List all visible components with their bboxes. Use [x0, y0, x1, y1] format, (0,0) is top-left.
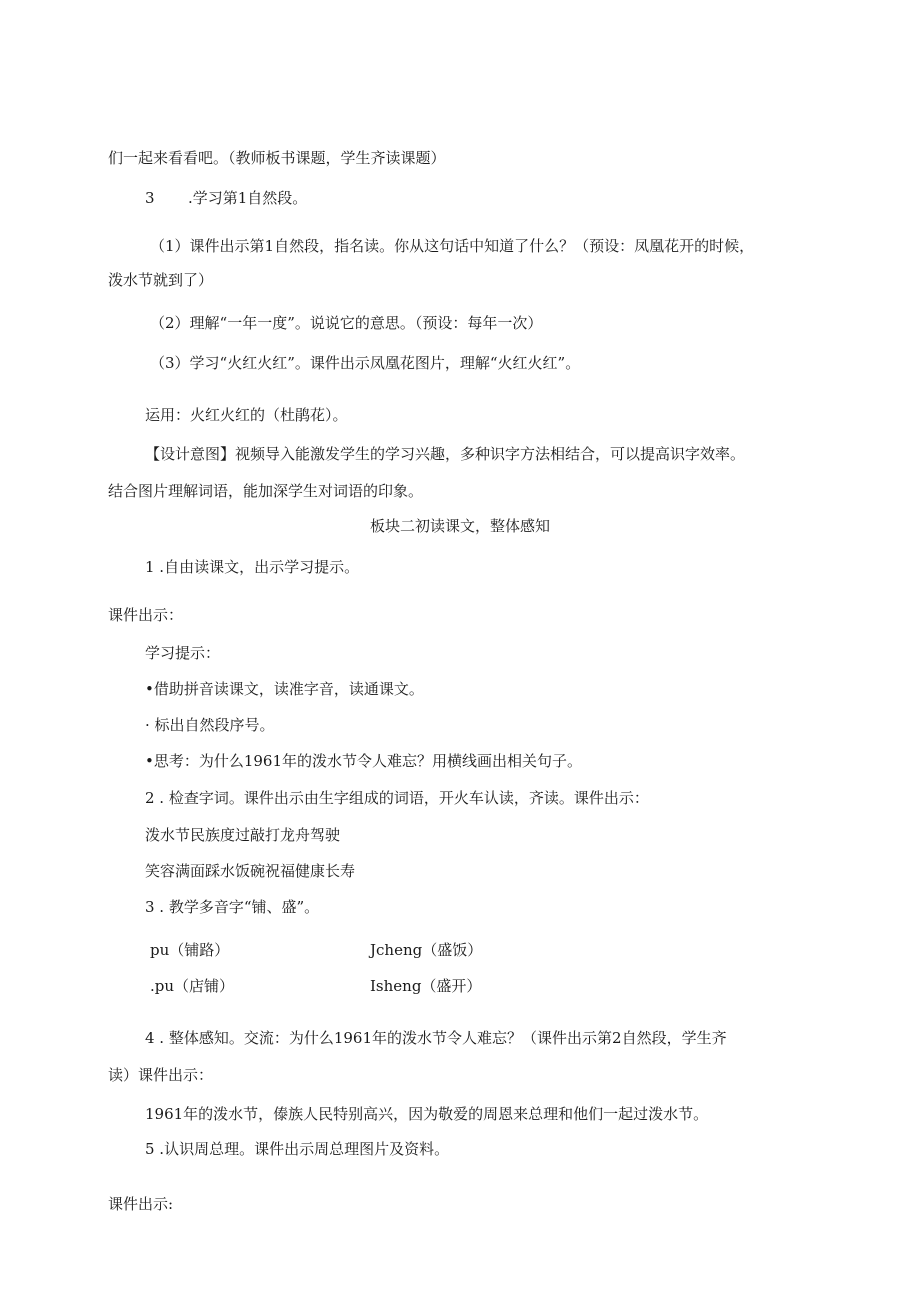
pinyin-pu-2: .pu（店铺）	[150, 977, 235, 995]
tip-2: · 标出自然段序号。	[145, 716, 275, 734]
step3-number: 3	[145, 189, 155, 207]
step3-text: .学习第1自然段。	[188, 189, 308, 207]
step-2: 2 . 检查字词。课件出示由生字组成的词语，开火车认读，齐读。课件出示：	[145, 789, 649, 807]
step-4-line1: 4 . 整体感知。交流：为什么1961年的泼水节令人难忘？（课件出示第2自然段，学生齐	[145, 1029, 727, 1047]
courseware-label-1: 课件出示：	[108, 606, 184, 624]
design-intent-line2: 结合图片理解词语，能加深学生对词语的印象。	[108, 482, 424, 500]
intro-line: 们一起来看看吧。（教师板书课题，学生齐读课题）	[108, 149, 446, 167]
tip-1: •借助拼音读课文，读准字音，读通课文。	[145, 680, 424, 698]
tip-3: •思考：为什么1961年的泼水节令人难忘？用横线画出相关句子。	[145, 752, 583, 770]
sub-item-3: （3）学习“火红火红”。课件出示凤凰花图片，理解“火红火红”。	[150, 354, 581, 372]
tips-title: 学习提示：	[145, 644, 221, 662]
pinyin-sheng: Isheng（盛开）	[370, 977, 482, 995]
sub-item-1-line1: （1）课件出示第1自然段，指名读。你从这句话中知道了什么？（预设：凤凰花开的时候，	[150, 237, 755, 255]
pinyin-pu-1: pu（铺路）	[150, 941, 230, 959]
sub-item-1-line2: 泼水节就到了）	[108, 271, 214, 289]
courseware-label-2: 课件出示:	[108, 1195, 174, 1213]
section-title: 板块二初读课文，整体感知	[370, 517, 551, 535]
step-4-line2: 读）课件出示：	[108, 1066, 214, 1084]
pinyin-cheng: Jcheng（盛饭）	[370, 941, 483, 959]
design-intent-line1: 【设计意图】视频导入能激发学生的学习兴趣，多种识字方法相结合，可以提高识字效率。	[145, 445, 746, 463]
apply-line: 运用：火红火红的（杜鹃花）。	[145, 406, 348, 424]
step-3: 3 . 教学多音字“铺、盛”。	[145, 898, 320, 916]
quote-line: 1961年的泼水节，傣族人民特别高兴，因为敬爱的周恩来总理和他们一起过泼水节。	[145, 1105, 709, 1123]
step-5: 5 .认识周总理。课件出示周总理图片及资料。	[145, 1140, 450, 1158]
words-row-2: 笑容满面踩水饭碗祝福健康长寿	[145, 862, 356, 880]
words-row-1: 泼水节民族度过敲打龙舟驾驶	[145, 826, 341, 844]
step-1: 1 .自由读课文，出示学习提示。	[145, 558, 360, 576]
sub-item-2: （2）理解“一年一度”。说说它的意思。（预设：每年一次）	[150, 314, 543, 332]
